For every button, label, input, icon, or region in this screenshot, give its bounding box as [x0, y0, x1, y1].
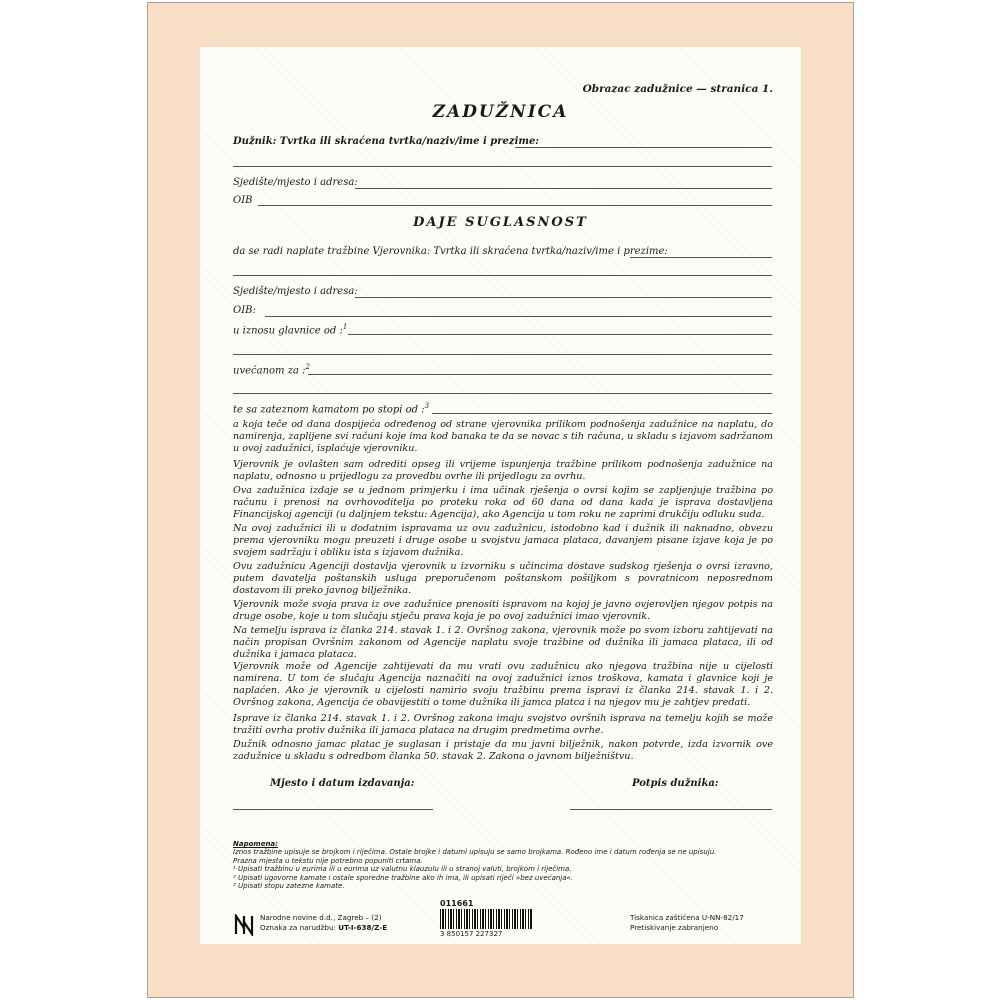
paragraph-2: Vjerovnik je ovlašten sam odrediti opseg ili vrijeme ispunjenja tražbine prilikom podnošenja zadužnice na naplatu, odnosno u prijedlogu za provedbu ovrhe ili prijedlogu za ovrhu. — [233, 459, 773, 482]
debtor-name-line[interactable] — [515, 147, 772, 148]
increased-line-2[interactable] — [233, 393, 772, 394]
paragraph-9: Isprave iz članka 214. stavak 1. i 2. Ovršnog zakona imaju svojstvo ovršnih isprava na temelju kojih se može tražiti ovrha protiv dužnika ili jamaca plataca na drugim predmetima ovrhe. — [233, 713, 773, 736]
place-date-line[interactable] — [233, 809, 433, 810]
barcode — [440, 909, 532, 929]
place-date-label: Mjesto i datum izdavanja: — [270, 778, 415, 789]
reprint-text: Pretiskivanje zabranjeno — [630, 923, 719, 932]
paragraph-6: Vjerovnik može svoja prava iz ove zadužnice prenositi ispravom na kojoj je javno ovjerovljen njegov potpis na druge osobe, koje u tom slučaju stječu prava koja je po ovoj zadužnici imao vjerovnik. — [233, 599, 773, 622]
notes-heading: Napomena: — [233, 840, 278, 848]
interest-label — [233, 402, 429, 415]
interest-line[interactable] — [432, 413, 772, 414]
paragraph-8: Vjerovnik može od Agencije zahtijevati da mu vrati ovu zadužnicu ako njegova tražbina nije u cijelosti namirena. U tom će slučaju Agencija naznačiti na ovoj zadužnici iznos troškova, kamata i glavnice koji je naplaćen. Ako je vjerovnik u cijelosti namirio svoju tražbinu prema ispravi iz članka 214. stavak 1. i 2. Ovršnog zakona, Agencija će obavijestiti o tome dužnika ili jamca platca i na njegov mu je zahtjev predati. — [233, 661, 773, 708]
order-label: Oznaka za narudžbu: — [260, 923, 336, 932]
principal-label — [233, 323, 347, 336]
note-line-1: Iznos tražbine upisuje se brojkom i riječima. Ostale brojke i datumi upisuju se samo brojkama. Rođeno ime i datum rođenja se ne upisuju. — [233, 848, 717, 857]
paragraph-4: Na ovoj zadužnici ili u dodatnim ispravama uz ovu zadužnicu, istodobno kad i dužnik ili naknadno, obvezu prema vjerovniku mogu preuzeti i druge osobe u svojstvu jamaca plataca, davanjem pisane izjave koja je po svojem sadržaju i obliku ista s izjavom dužnika. — [233, 523, 773, 558]
paragraph-1: a koja teče od dana dospijeća određenog od strane vjerovnika prilikom podnošenja zadužnice na naplatu, do namirenja, zaplijene svi računi koje ima kod banaka te da se novac s tih računa, u skladu s izjavom sadržanom u ovoj zadužnici, isplaćuje vjerovniku. — [233, 419, 773, 454]
order-code-line — [260, 923, 387, 932]
form-page — [200, 47, 801, 944]
debtor-oib-label: OIB — [233, 195, 253, 206]
debtor-seat-line[interactable] — [355, 188, 772, 189]
signature-label: Potpis dužnika: — [632, 778, 719, 789]
increased-sup: 2 — [305, 363, 310, 371]
increased-line[interactable] — [308, 374, 772, 375]
notes — [233, 840, 773, 890]
note-line-5: ³ Upisati stopu zatezne kamate. — [233, 882, 345, 891]
principal-label-text: u iznosu glavnice od : — [233, 325, 343, 337]
principal-line[interactable] — [348, 334, 772, 335]
paragraph-10: Dužnik odnosno jamac platac je suglasan i pristaje da mu javni bilježnik, nakon potvrde, izda izvornik ove zadužnice u skladu s odredbom članka 50. stavak 2. Zakona o javnom bilježništvu. — [233, 739, 773, 762]
interest-label-text: te sa zateznom kamatom po stopi od : — [233, 404, 425, 416]
creditor-seat-line[interactable] — [355, 297, 772, 298]
form-number: 011661 — [440, 899, 474, 908]
increased-label-text: uvećanom za : — [233, 365, 306, 377]
paragraph-7: Na temelju isprava iz članka 214. stavak 1. i 2. Ovršnog zakona, vjerovnik može po svom izboru zahtijevati na način propisan Ovršnim zakonom od Agencije naplatu svoje tražbine od dužnika ili jamaca plataca, ili od dužnika i jamaca plataca. — [233, 625, 773, 660]
creditor-seat-label: Sjedište/mjesto i adresa: — [233, 286, 358, 297]
document-title: ZADUŽNICA — [432, 102, 569, 122]
creditor-oib-line[interactable] — [265, 316, 772, 317]
creditor-name-label: da se radi naplate tražbine Vjerovnika: Tvrtka ili skraćena tvrtka/naziv/ime i prezime: — [233, 246, 668, 257]
paragraph-3: Ova zadužnica izdaje se u jednom primjerku i ima učinak rješenja o ovrsi kojim se zapljenjuje tražbina po računu i prenosi na ovrhovoditelja po proteku roka od 60 dana od dana kada je isprava dostavljena Financijskoj agenciji (u daljnjem tekstu: Agencija), ako Agencija u tom roku ne zaprimi drukčiju odluku suda. — [233, 485, 773, 520]
principal-line-2[interactable] — [233, 354, 772, 355]
principal-sup: 1 — [342, 323, 348, 331]
debtor-oib-line[interactable] — [258, 205, 772, 206]
order-code: UT-I-638/Z-E — [338, 923, 388, 932]
note-line-2: Prazna mjesta u tekstu nije potrebno popuniti crtama. — [233, 856, 423, 865]
creditor-name-line[interactable] — [630, 257, 772, 258]
note-line-4: ² Upisati ugovorne kamate i ostale sporedne tražbine ako ih ima, ili upisati riječi »bez uvećanja«. — [233, 873, 574, 882]
barcode-text: 3 850157 227327 — [440, 930, 503, 938]
page-label: Obrazac zadužnice — stranica 1. — [582, 83, 773, 95]
paragraph-5: Ovu zadužnicu Agenciji dostavlja vjerovnik u izvorniku s učincima dostave sudskog rješenja o ovrsi izravno, putem davatelja poštanskih usluga preporučenom poštanskom pošiljkom s povratnicom neposrednom dostavom ili preko javnog bilježnika. — [233, 561, 773, 596]
publisher-logo-icon — [234, 914, 254, 936]
note-line-3: ¹ Upisati tražbinu u eurima ili u eurima uz valutnu klauzulu ili u stranoj valuti, brojkom i riječima. — [233, 865, 572, 874]
consent-title: DAJE SUGLASNOST — [413, 215, 588, 230]
creditor-name-line-2[interactable] — [233, 275, 772, 276]
increased-label — [233, 363, 310, 376]
interest-sup: 3 — [424, 402, 430, 410]
protection-text: Tiskanica zaštićena U-NN-82/17 — [630, 913, 744, 922]
creditor-oib-label: OIB: — [233, 305, 256, 316]
debtor-seat-label: Sjedište/mjesto i adresa: — [233, 177, 358, 188]
debtor-name-line-2[interactable] — [233, 166, 772, 167]
debtor-name-label: Dužnik: Tvrtka ili skraćena tvrtka/naziv/ime i prezime: — [233, 136, 539, 147]
signature-line[interactable] — [570, 809, 772, 810]
publisher-text: Narodne novine d.d., Zagreb – (2) — [260, 913, 382, 922]
